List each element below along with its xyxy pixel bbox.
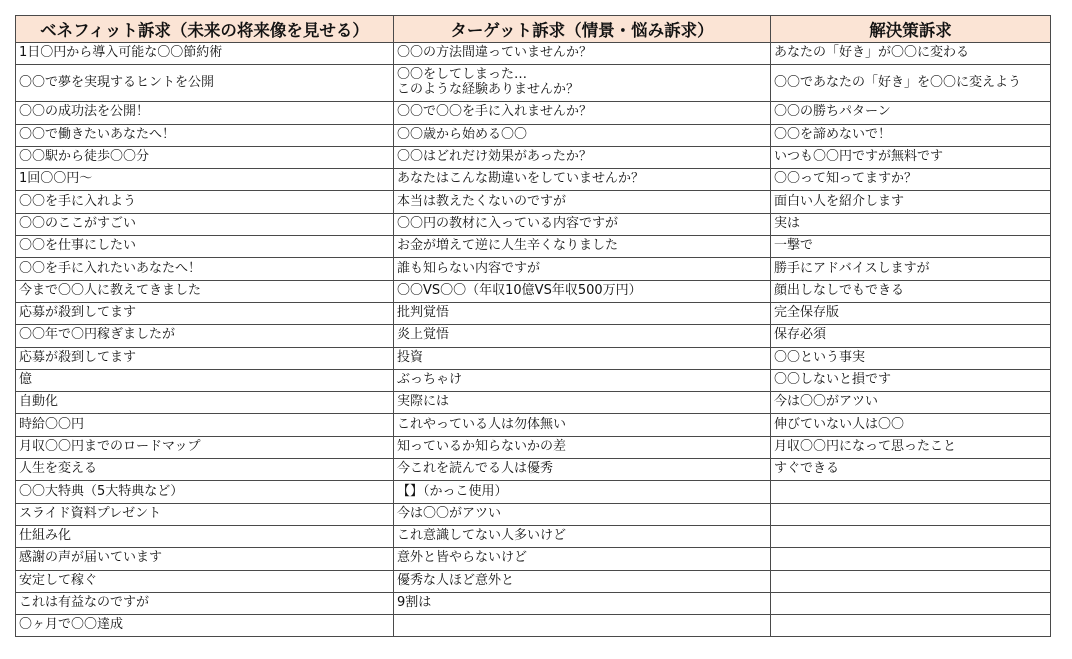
table-row	[16, 146, 1051, 168]
benefit-cell[interactable]: 仕組み化	[16, 525, 394, 547]
solution-cell[interactable]	[771, 592, 1051, 614]
solution-cell[interactable]	[771, 481, 1051, 503]
solution-cell[interactable]	[771, 548, 1051, 570]
target-cell[interactable]: 批判覚悟	[394, 302, 771, 324]
benefit-cell[interactable]: 〇ヶ月で〇〇達成	[16, 615, 394, 637]
benefit-cell[interactable]: 億	[16, 369, 394, 391]
table-row	[16, 548, 1051, 570]
table-row	[16, 124, 1051, 146]
solution-cell[interactable]: 〇〇であなたの「好き」を〇〇に変えよう	[771, 65, 1051, 102]
header-row	[16, 16, 1051, 43]
benefit-cell[interactable]: 感謝の声が届いています	[16, 548, 394, 570]
solution-cell[interactable]	[771, 525, 1051, 547]
solution-cell[interactable]: 完全保存版	[771, 302, 1051, 324]
target-cell[interactable]: 〇〇円の教材に入っている内容ですが	[394, 213, 771, 235]
solution-cell[interactable]: いつも〇〇円ですが無料です	[771, 146, 1051, 168]
benefit-cell[interactable]: 〇〇で働きたいあなたへ！	[16, 124, 394, 146]
table-row	[16, 169, 1051, 191]
benefit-cell[interactable]: 〇〇を手に入れたいあなたへ！	[16, 258, 394, 280]
solution-cell[interactable]: 一撃で	[771, 236, 1051, 258]
benefit-cell[interactable]: 〇〇で夢を実現するヒントを公開	[16, 65, 394, 102]
table-row	[16, 481, 1051, 503]
solution-cell[interactable]: 月収〇〇円になって思ったこと	[771, 436, 1051, 458]
benefit-cell[interactable]: 時給〇〇円	[16, 414, 394, 436]
benefit-cell[interactable]: 〇〇駅から徒歩〇〇分	[16, 146, 394, 168]
table-row	[16, 191, 1051, 213]
target-cell[interactable]: 〇〇歳から始める〇〇	[394, 124, 771, 146]
benefit-cell[interactable]: 人生を変える	[16, 459, 394, 481]
target-cell[interactable]: 本当は教えたくないのですが	[394, 191, 771, 213]
benefit-cell[interactable]: 1日〇円から導入可能な〇〇節約術	[16, 43, 394, 65]
benefit-cell[interactable]: 〇〇の成功法を公開！	[16, 102, 394, 124]
solution-cell[interactable]: 実は	[771, 213, 1051, 235]
solution-cell[interactable]	[771, 570, 1051, 592]
target-cell[interactable]: あなたはこんな勘違いをしていませんか？	[394, 169, 771, 191]
table-row	[16, 325, 1051, 347]
solution-cell[interactable]: 〇〇という事実	[771, 347, 1051, 369]
solution-cell[interactable]: すぐできる	[771, 459, 1051, 481]
benefit-cell[interactable]: 〇〇大特典（5大特典など）	[16, 481, 394, 503]
header-target-appeal[interactable]: ターゲット訴求（情景・悩み訴求）	[394, 16, 771, 43]
benefit-cell[interactable]: スライド資料プレゼント	[16, 503, 394, 525]
table-row	[16, 436, 1051, 458]
target-cell[interactable]: これ意識してない人多いけど	[394, 525, 771, 547]
target-cell[interactable]: これやっている人は勿体無い	[394, 414, 771, 436]
table-row	[16, 102, 1051, 124]
target-cell[interactable]	[394, 65, 771, 102]
benefit-cell[interactable]: 〇〇年で〇円稼ぎましたが	[16, 325, 394, 347]
table-row	[16, 213, 1051, 235]
target-cell[interactable]: 意外と皆やらないけど	[394, 548, 771, 570]
benefit-cell[interactable]: 〇〇のここがすごい	[16, 213, 394, 235]
table-row	[16, 392, 1051, 414]
target-cell[interactable]: 〇〇はどれだけ効果があったか？	[394, 146, 771, 168]
target-cell[interactable]: 炎上覚悟	[394, 325, 771, 347]
table-row	[16, 369, 1051, 391]
target-cell[interactable]: 投資	[394, 347, 771, 369]
solution-cell[interactable]: 〇〇しないと損です	[771, 369, 1051, 391]
benefit-cell[interactable]: 月収〇〇円までのロードマップ	[16, 436, 394, 458]
solution-cell[interactable]: 面白い人を紹介します	[771, 191, 1051, 213]
solution-cell[interactable]: 勝手にアドバイスしますが	[771, 258, 1051, 280]
solution-cell[interactable]	[771, 615, 1051, 637]
benefit-cell[interactable]: 〇〇を仕事にしたい	[16, 236, 394, 258]
solution-cell[interactable]	[771, 503, 1051, 525]
solution-cell[interactable]: 保存必須	[771, 325, 1051, 347]
table-row	[16, 592, 1051, 614]
solution-cell[interactable]: 今は〇〇がアツい	[771, 392, 1051, 414]
target-cell[interactable]: 知っているか知らないかの差	[394, 436, 771, 458]
target-cell[interactable]: 〇〇VS〇〇（年収10億VS年収500万円）	[394, 280, 771, 302]
benefit-cell[interactable]: 応募が殺到してます	[16, 347, 394, 369]
table-body	[16, 43, 1051, 637]
benefit-cell[interactable]: 自動化	[16, 392, 394, 414]
table-row	[16, 280, 1051, 302]
benefit-cell[interactable]: これは有益なのですが	[16, 592, 394, 614]
header-benefit-appeal[interactable]: ベネフィット訴求（未来の将来像を見せる）	[16, 16, 394, 43]
solution-cell[interactable]: あなたの「好き」が〇〇に変わる	[771, 43, 1051, 65]
header-solution-appeal[interactable]: 解決策訴求	[771, 16, 1051, 43]
target-cell[interactable]: 9割は	[394, 592, 771, 614]
table-row	[16, 258, 1051, 280]
table-row	[16, 302, 1051, 324]
cell-line: このような経験ありませんか？	[397, 82, 580, 98]
target-cell[interactable]: 誰も知らない内容ですが	[394, 258, 771, 280]
table-row	[16, 414, 1051, 436]
benefit-cell[interactable]: 1回〇〇円～	[16, 169, 394, 191]
target-cell[interactable]: 優秀な人ほど意外と	[394, 570, 771, 592]
cell-line: 〇〇をしてしまった…	[397, 67, 528, 83]
table-row	[16, 236, 1051, 258]
table-row	[16, 43, 1051, 65]
table-row	[16, 570, 1051, 592]
solution-cell[interactable]: 顔出しなしでもできる	[771, 280, 1051, 302]
solution-cell[interactable]: 〇〇って知ってますか？	[771, 169, 1051, 191]
target-cell[interactable]: 実際には	[394, 392, 771, 414]
target-cell[interactable]: 〇〇の方法間違っていませんか？	[394, 43, 771, 65]
solution-cell[interactable]: 〇〇を諦めないで！	[771, 124, 1051, 146]
target-cell[interactable]: 今は〇〇がアツい	[394, 503, 771, 525]
benefit-cell[interactable]: 応募が殺到してます	[16, 302, 394, 324]
table-row	[16, 65, 1051, 102]
target-cell[interactable]: 今これを読んでる人は優秀	[394, 459, 771, 481]
solution-cell[interactable]: 伸びていない人は〇〇	[771, 414, 1051, 436]
table-row	[16, 503, 1051, 525]
table-row	[16, 525, 1051, 547]
benefit-cell[interactable]: 〇〇を手に入れよう	[16, 191, 394, 213]
solution-cell[interactable]: 〇〇の勝ちパターン	[771, 102, 1051, 124]
table-row	[16, 615, 1051, 637]
target-cell[interactable]	[394, 615, 771, 637]
benefit-cell[interactable]: 安定して稼ぐ	[16, 570, 394, 592]
target-cell[interactable]: お金が増えて逆に人生辛くなりました	[394, 236, 771, 258]
target-cell[interactable]: ぶっちゃけ	[394, 369, 771, 391]
table-row	[16, 347, 1051, 369]
target-cell[interactable]: 【】（かっこ使用）	[394, 481, 771, 503]
target-cell[interactable]: 〇〇で〇〇を手に入れませんか？	[394, 102, 771, 124]
appeal-table	[15, 15, 1051, 637]
benefit-cell[interactable]: 今まで〇〇人に教えてきました	[16, 280, 394, 302]
table-row	[16, 459, 1051, 481]
